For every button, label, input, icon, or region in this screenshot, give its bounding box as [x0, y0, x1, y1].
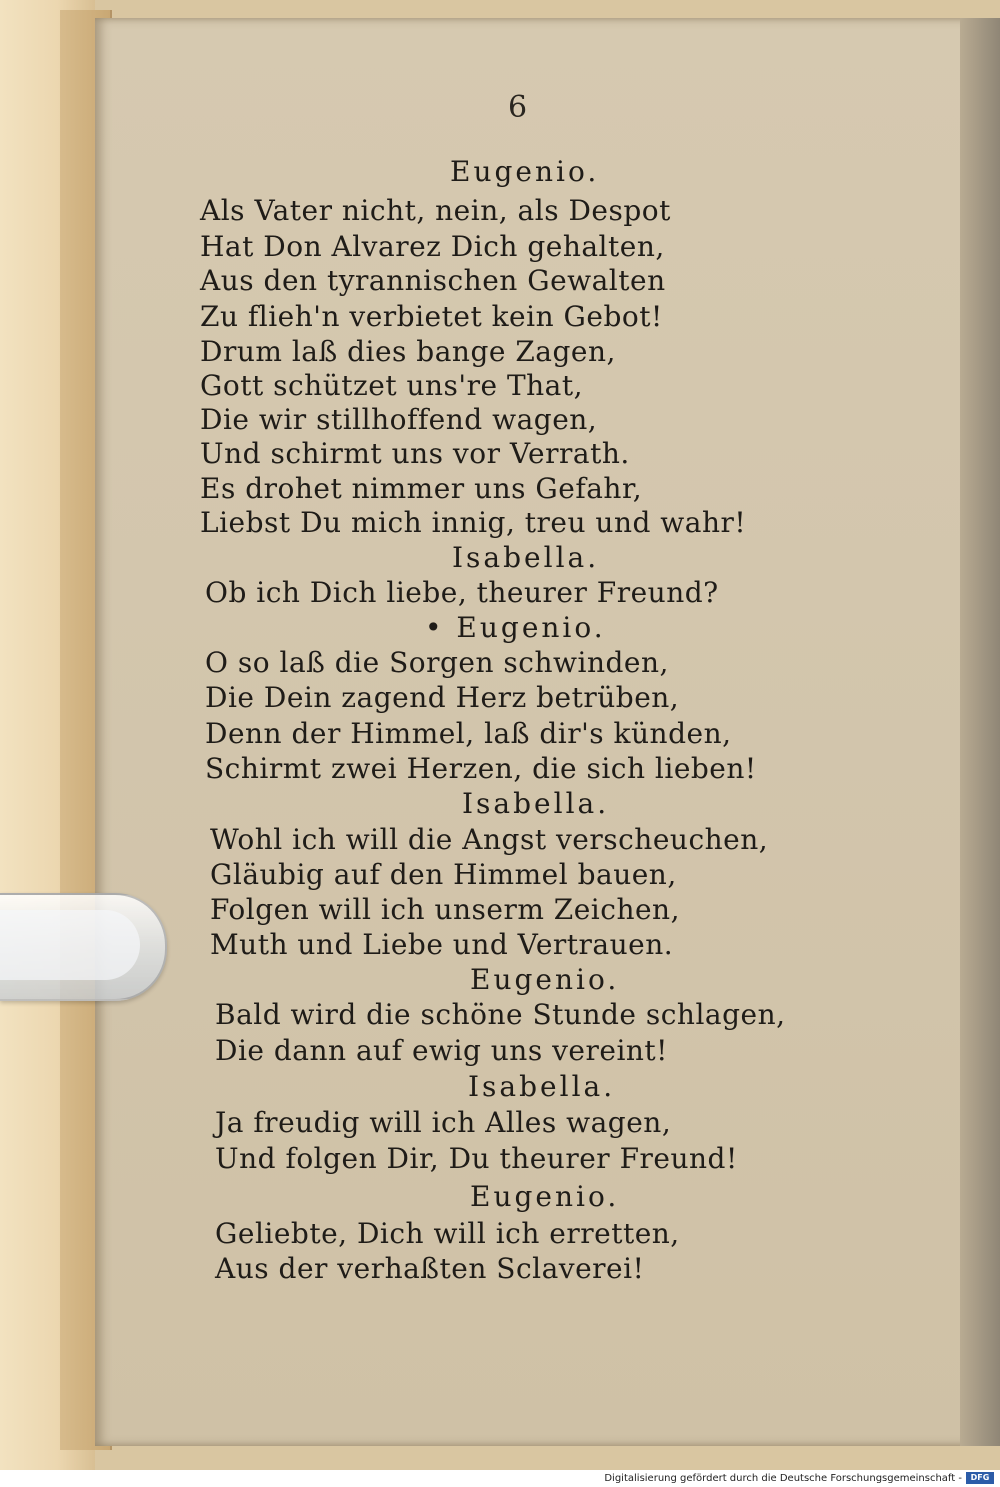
verse-line: Bald wird die schöne Stunde schlagen, — [215, 998, 786, 1031]
verse-line: Die dann auf ewig uns vereint! — [215, 1034, 668, 1067]
verse-line: Denn der Himmel, laß dir's künden, — [205, 717, 732, 750]
verse-line: Zu flieh'n verbietet kein Gebot! — [200, 300, 663, 333]
verse-line: Liebst Du mich innig, treu und wahr! — [200, 506, 747, 539]
verse-line: Schirmt zwei Herzen, die sich lieben! — [205, 752, 757, 785]
verse-line: Ja freudig will ich Alles wagen, — [215, 1106, 672, 1139]
verse-line: Aus der verhaßten Sclaverei! — [215, 1252, 645, 1285]
verse-line: Geliebte, Dich will ich erretten, — [215, 1217, 680, 1250]
speaker-label: Eugenio. — [450, 155, 600, 188]
verse-line: Ob ich Dich liebe, theurer Freund? — [205, 576, 719, 609]
speaker-label: Eugenio. — [470, 963, 620, 996]
verse-line: Und folgen Dir, Du theurer Freund! — [215, 1142, 738, 1175]
speaker-label: Eugenio. — [470, 1180, 620, 1213]
verse-line: Wohl ich will die Angst verscheuchen, — [210, 823, 769, 856]
verse-line: Hat Don Alvarez Dich gehalten, — [200, 230, 665, 263]
verse-line: Muth und Liebe und Vertrauen. — [210, 928, 674, 961]
verse-line: Die wir stillhoffend wagen, — [200, 403, 598, 436]
speaker-label: Isabella. — [462, 787, 610, 820]
speaker-label: Isabella. — [452, 541, 600, 574]
footer-credit: Digitalisierung gefördert durch die Deutsche Forschungsgemeinschaft - — [604, 1473, 962, 1484]
verse-line: Gott schützet uns're That, — [200, 369, 584, 402]
page-gutter — [960, 18, 1000, 1446]
verse-line: Als Vater nicht, nein, als Despot — [200, 194, 671, 227]
page-clip-highlight — [0, 910, 140, 980]
verse-line: Drum laß dies bange Zagen, — [200, 335, 616, 368]
verse-line: O so laß die Sorgen schwinden, — [205, 646, 669, 679]
verse-line: Es drohet nimmer uns Gefahr, — [200, 472, 643, 505]
speaker-label: • Eugenio. — [425, 611, 606, 644]
verse-line: Folgen will ich unserm Zeichen, — [210, 893, 680, 926]
page-number: 6 — [508, 90, 528, 125]
verse-line: Aus den tyrannischen Gewalten — [200, 264, 666, 297]
dfg-logo: DFG — [966, 1472, 994, 1484]
verse-line: Die Dein zagend Herz betrüben, — [205, 681, 680, 714]
verse-line: Und schirmt uns vor Verrath. — [200, 437, 630, 470]
speaker-label: Isabella. — [468, 1070, 616, 1103]
verse-line: Gläubig auf den Himmel bauen, — [210, 858, 677, 891]
